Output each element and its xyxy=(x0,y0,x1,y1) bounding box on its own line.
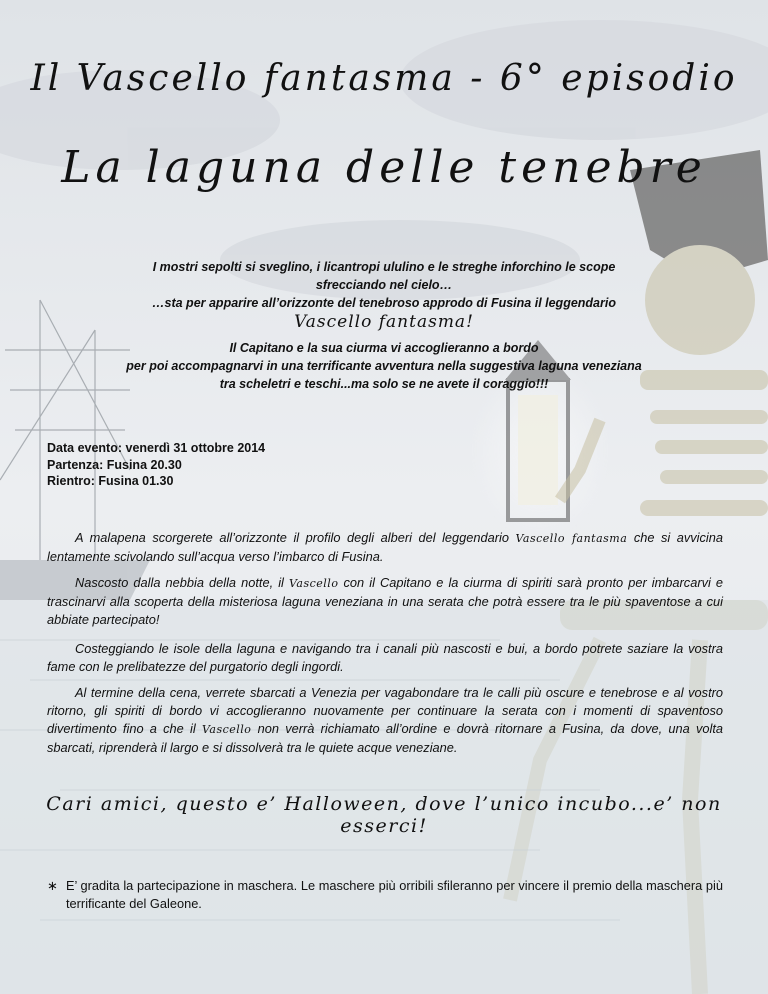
paragraph-4-text-a: Al termine della cena, verrete sbarcati a Venezia per vagabondare tra le calli più oscure e tenebrose e al vostro ritorno, gli spiriti di bordo vi accoglieranno nuovamente per continuare la serata con i momenti di spaventoso divertimento fino a che il xyxy=(47,685,723,736)
paragraph-1-text-a: A malapena scorgerete all’orizzonte il profilo degli alberi del leggendario xyxy=(75,530,509,545)
intro-line-1: I mostri sepolti si sveglino, i licantropi ululino e le streghe inforchino le scope xyxy=(152,260,616,274)
event-date: Data evento: venerdì 31 ottobre 2014 xyxy=(47,441,266,455)
intro-line-5: per poi accompagnarvi in una terrificante avventura nella suggestiva laguna veneziana xyxy=(126,359,642,373)
intro-line-3: …sta per apparire all’orizzonte del tenebroso approdo di Fusina il leggendario xyxy=(152,296,616,310)
event-return: Rientro: Fusina 01.30 xyxy=(47,474,174,488)
paragraph-2-ship-name: Vascello xyxy=(288,577,339,590)
paragraph-2 xyxy=(47,574,723,629)
intro-line-2: sfrecciando nel cielo… xyxy=(315,278,453,292)
costume-note-text: E’ gradita la partecipazione in maschera. Le maschere più orribili sfileranno per vincere il premio della maschera più terrificante del Galeone. xyxy=(66,878,723,911)
paragraph-3-text: Costeggiando le isole della laguna e navigando tra i canali più nascosti e bui, a bordo potrete saziare la vostra fame con le prelibatezze del purgatorio degli ingordi. xyxy=(47,641,723,674)
paragraph-2-text-a: Nascosto dalla nebbia della notte, il xyxy=(75,575,284,590)
bullet-star-icon: ∗ xyxy=(47,878,58,893)
paragraph-1 xyxy=(47,529,723,566)
halloween-slogan: Cari amici, questo e’ Halloween, dove l’unico incubo...e’ non esserci! xyxy=(46,793,722,837)
paragraph-4-ship-name: Vascello xyxy=(201,723,252,736)
paragraph-3 xyxy=(47,640,723,676)
paragraph-4-text-b: non verrà richiamato all’ordine e dovrà ritornare a Fusina, da dove, una volta sbarcati, riprenderà il largo e si dissolverà tra le quiete acque veneziane. xyxy=(47,721,723,755)
page-subtitle: La laguna delle tenebre xyxy=(61,142,707,193)
event-details xyxy=(47,440,265,490)
ship-name: Vascello fantasma! xyxy=(294,312,474,332)
paragraph-2-text-b: con il Capitano e la ciurma di spiriti sarà pronto per imbarcarvi e trascinarvi alla scoperta della misteriosa laguna veneziana in una serata che potrà essere tra le più spaventose a cui abbiate partecipato! xyxy=(47,575,724,627)
paragraph-1-ship-name: Vascello fantasma xyxy=(515,532,628,545)
event-departure: Partenza: Fusina 20.30 xyxy=(47,457,182,472)
costume-note xyxy=(47,877,723,913)
paragraph-1-text-b: che si avvicina lentamente scivolando sull’acqua verso l’imbarco di Fusina. xyxy=(47,530,724,564)
paragraph-4 xyxy=(47,684,723,757)
page-title: Il Vascello fantasma - 6° episodio xyxy=(30,58,738,99)
intro-line-6: tra scheletri e teschi...ma solo se ne avete il coraggio!!! xyxy=(219,377,549,391)
intro-line-4: Il Capitano e la sua ciurma vi accoglieranno a bordo xyxy=(229,341,539,355)
